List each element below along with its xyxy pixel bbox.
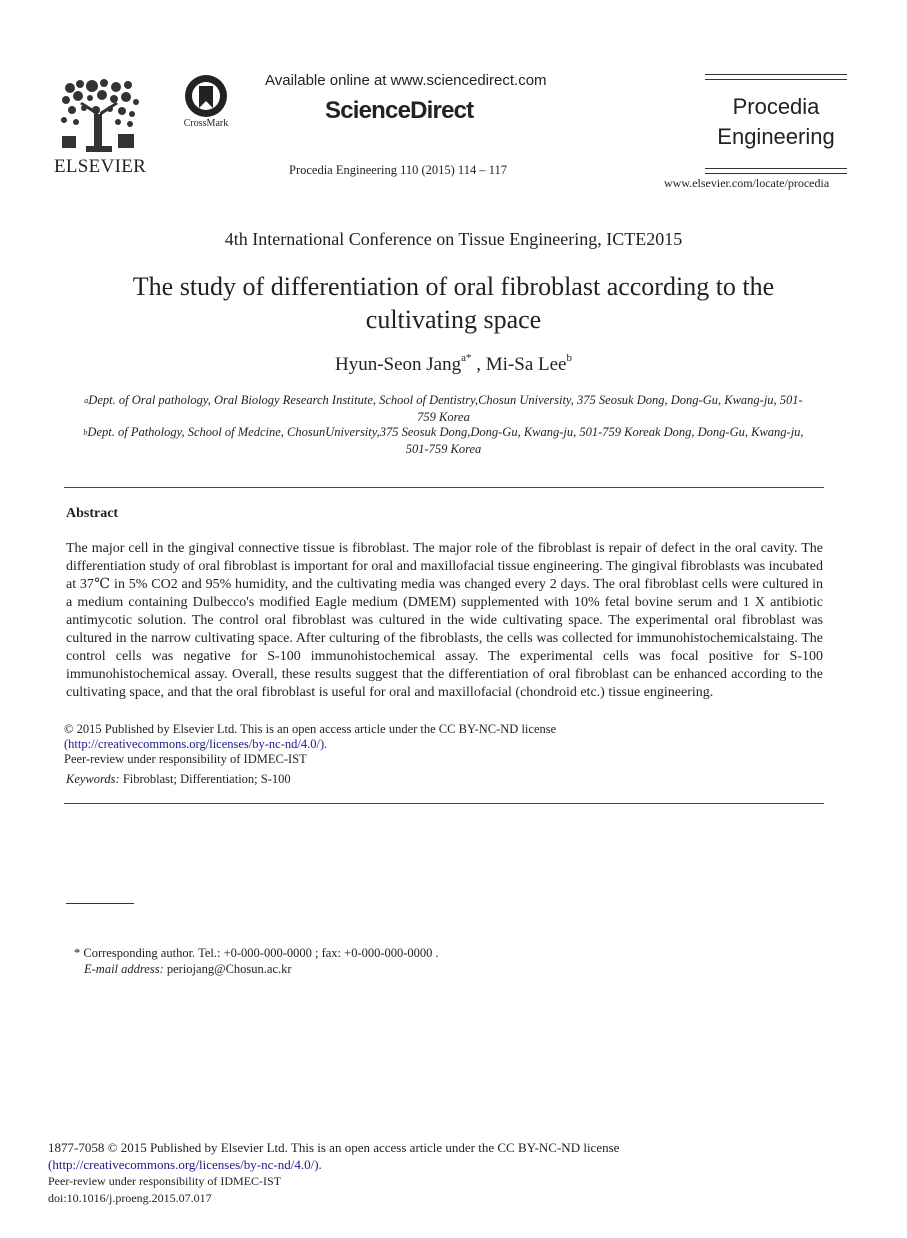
affiliation-b: [66, 424, 821, 458]
license-link[interactable]: (http://creativecommons.org/licenses/by-nc-nd/4.0/).: [64, 737, 328, 751]
keywords: [66, 772, 291, 787]
license-block: [64, 722, 824, 767]
affiliation-text: 759 Korea: [417, 410, 470, 424]
author-name: Hyun-Seon Jang: [334, 354, 462, 375]
issn-copyright: 1877-7058 © 2015 Published by Elsevier Ltd. This is an open access article under the CC BY-NC-ND license: [48, 1140, 620, 1155]
publisher-name: ELSEVIER: [54, 156, 147, 177]
doi[interactable]: doi:10.1016/j.proeng.2015.07.017: [48, 1190, 212, 1205]
affiliation-text: Dept. of Pathology, School of Medcine, ChosunUniversity,375 Seosuk Dong,Dong-Gu, Kwang-ju, 501-759 Koreak Dong, Dong-Gu, Kwang-ju,: [87, 425, 804, 439]
affiliation-text: 501-759 Korea: [405, 442, 482, 456]
affiliation-mark: b: [83, 428, 88, 437]
crossmark-icon: [183, 74, 229, 118]
email-label: E-mail address:: [84, 962, 164, 976]
abstract-body: The major cell in the gingival connective tissue is fibroblast. The major role of the fibroblast is repair of defect in the oral cavity. The differentiation study of oral fibroblast is important for oral and maxillofacial tissue engineering. The gingival fibroblasts was incubated at 37℃ in 5% CO2 and 95% humidity, and the cultivating media was changed every 2 days. The oral fibroblast cells were cultured in a medium containing Dulbecco's modified Eagle medium (DMEM) supplemented with 10% fetal bovine serum and 1 X antibiotic antimycotic solution. The control oral fibroblast was cultured in the wide cultivating space. The experimental oral fibroblast was cultured in the narrow cultivating space. After culturing of the fibroblasts, the cells was collected for immunohistochemicalstaing. The control cells was negative for S-100 immunohistochemical assay. The experimental cells was focal positive for S-100 immunohistochemical assay. Overall, these results suggest that the differentiation of oral fibroblast can be enhanced according to the cultivating space, and that the oral fibroblast is useful for oral and maxillofacial (chondroid etc.) tissue engineering.: [66, 541, 823, 700]
available-online-text: Available online at www.sciencedirect.com: [265, 72, 547, 89]
keywords-list: Fibroblast; Differentiation; S-100: [119, 772, 291, 786]
journal-url[interactable]: www.elsevier.com/locate/procedia: [664, 176, 830, 190]
section-divider: [64, 487, 824, 488]
journal-reference: Procedia Engineering 110 (2015) 114 – 117: [289, 163, 508, 177]
copyright-text: © 2015 Published by Elsevier Ltd. This is an open access article under the CC BY-NC-ND license: [64, 722, 557, 736]
journal-title-line2: Engineering: [717, 124, 835, 149]
footer-license-link[interactable]: (http://creativecommons.org/licenses/by-nc-nd/4.0/).: [48, 1156, 322, 1172]
peer-review-text: Peer-review under responsibility of IDMEC-IST: [64, 752, 307, 766]
author-mark: b: [566, 352, 572, 364]
section-divider: [64, 803, 824, 804]
article-title-line2: cultivating space: [365, 305, 542, 334]
corresponding-author-text: * Corresponding author. Tel.: +0-000-000-0000 ; fax: +0-000-000-0000 .: [74, 946, 439, 960]
elsevier-tree-icon: [56, 76, 142, 154]
conference-name: 4th International Conference on Tissue Engineering, ICTE2015: [224, 229, 683, 249]
journal-title: [705, 92, 847, 152]
rule-divider: [705, 79, 847, 80]
author-mark: a*: [461, 352, 472, 364]
crossmark-badge[interactable]: [176, 74, 236, 134]
keywords-label: Keywords:: [66, 772, 120, 786]
rule-divider: [705, 168, 847, 169]
journal-title-line1: Procedia: [732, 94, 820, 119]
affiliation-text: Dept. of Oral pathology, Oral Biology Research Institute, School of Dentistry,Chosun University, 375 Seosuk Dong, Dong-Gu, Kwang-ju, 501-: [88, 393, 803, 407]
elsevier-logo: [54, 76, 147, 177]
corresponding-author-footnote: [74, 945, 439, 977]
affiliation-a: [66, 392, 821, 426]
affiliation-mark: a: [84, 396, 89, 405]
page-footer: [48, 1140, 848, 1206]
author-name: Mi-Sa Lee: [485, 354, 567, 375]
author-list: [0, 354, 907, 376]
abstract-heading: Abstract: [66, 506, 119, 521]
sciencedirect-brand[interactable]: ScienceDirect: [325, 97, 474, 124]
article-title-line1: The study of differentiation of oral fibroblast according to the: [132, 272, 775, 301]
author-separator: ,: [471, 354, 486, 375]
article-title: [60, 270, 847, 336]
crossmark-label: CrossMark: [183, 118, 229, 129]
journal-title-box: [705, 74, 847, 174]
footer-peer-review: Peer-review under responsibility of IDMEC-IST: [48, 1174, 282, 1188]
footnote-divider: [66, 903, 134, 904]
rule-divider: [705, 74, 847, 75]
rule-divider: [705, 173, 847, 174]
email-address[interactable]: periojang@Chosun.ac.kr: [163, 962, 292, 976]
